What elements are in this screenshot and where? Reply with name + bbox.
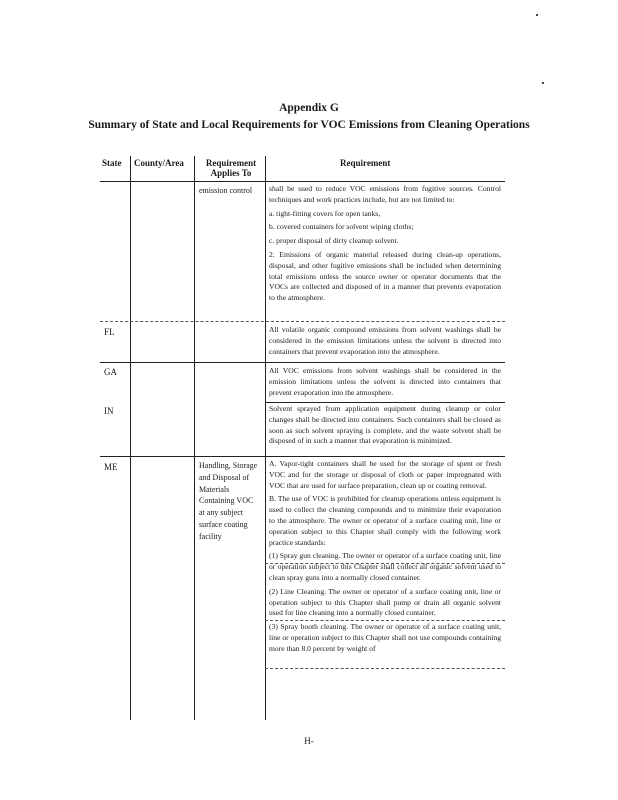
requirement-paragraph: (3) Spray booth cleaning. The owner or operator of a surface coating unit, line or operation subject to this Chapter shall not use compounds containing more than 8.0 percent by weight of <box>269 622 501 653</box>
requirement-paragraph: (2) Line Cleaning. The owner or operator of a surface coating unit, line or operation subject to this Chapter shall pump or drain all organic solvent used for line cleaning into a normally closed container. <box>269 586 501 618</box>
scan-speck <box>536 14 538 16</box>
row-divider <box>100 321 505 322</box>
scan-speck <box>542 82 544 84</box>
requirement-cell <box>269 184 501 307</box>
document-title: Summary of State and Local Requirements for VOC Emissions from Cleaning Operations <box>88 119 530 131</box>
col-divider <box>130 156 131 720</box>
row-divider <box>265 668 505 669</box>
col-divider <box>265 156 266 720</box>
requirement-cell <box>269 404 501 450</box>
requirement-cell <box>269 459 501 658</box>
row-divider <box>265 402 505 403</box>
requirement-paragraph: 2. Emissions of organic material released during clean-up operations, disposal, and other fugitive emissions shall be included when determining total emissions unless the source owner or operator documents that the VOCs are collected and disposed of in a manner that prevents evaporation to the atmosphere. <box>269 249 501 303</box>
requirement-paragraph: a. tight-fitting covers for open tanks, <box>269 208 381 218</box>
state-cell: GA <box>104 367 117 377</box>
header-requirement-applies: Requirement Applies To <box>205 158 257 178</box>
row-divider <box>100 362 505 363</box>
applies-to-cell: Handling, Storage and Disposal of Materials Containing VOC at any subject surface coating facility <box>199 461 258 541</box>
requirement-cell <box>269 325 501 360</box>
requirement-paragraph: B. The use of VOC is prohibited for cleanup operations unless equipment is used to collect the cleaning compounds and to minimize their evaporation to the atmosphere. The owner or operator of a surface coating unit, line or operation subject to this Chapter shall comply with the following work practice standards: <box>269 494 501 547</box>
col-divider <box>194 156 195 720</box>
header-rule <box>100 181 505 182</box>
header-requirement: Requirement <box>340 158 391 168</box>
state-cell: ME <box>104 462 118 472</box>
state-cell: IN <box>104 406 114 416</box>
header-state: State <box>102 158 122 168</box>
requirement-paragraph: Solvent sprayed from application equipment during cleanup or color changes shall be directed into containers. Such containers shall be closed as soon as such solvent spraying is complete, and the waste solvent shall be disposed of in such a manner that evaporation is minimized. <box>269 404 501 446</box>
row-divider <box>100 456 505 457</box>
requirement-cell <box>269 366 501 401</box>
header-county: County/Area <box>134 158 184 168</box>
requirement-paragraph: shall be used to reduce VOC emissions from fugitive sources. Control techniques and work practices include, but are not limited to: <box>269 184 501 204</box>
state-cell: FL <box>104 327 115 337</box>
appendix-title: Appendix G <box>279 102 339 114</box>
requirement-paragraph: All VOC emissions from solvent washings shall be considered in the emission limitations unless the solvent is directed into containers that prevent evaporation into the atmosphere. <box>269 366 501 397</box>
requirement-paragraph: All volatile organic compound emissions from solvent washings shall be considered in the emission limitations unless the solvent is directed into containers that prevent evaporation into the atmosphere. <box>269 325 501 356</box>
requirement-paragraph: b. covered containers for solvent wiping cloths; <box>269 222 414 232</box>
requirement-paragraph: c. proper disposal of dirty cleanup solvent. <box>269 236 399 246</box>
page-number: H- <box>304 736 314 746</box>
requirement-paragraph: A. Vapor-tight containers shall be used for the storage of spent or fresh VOC and for the storage or disposal of cloth or paper impregnated with VOC that are used for surface preparation, clean up or coating removal. <box>269 459 501 490</box>
applies-to-cell: emission control <box>199 186 253 195</box>
requirement-paragraph: (1) Spray gun cleaning. The owner or operator of a surface coating unit, line or operation subject to this Chapter shall collect all organic solvent used to clean spray guns into a normally closed container. <box>269 551 501 582</box>
